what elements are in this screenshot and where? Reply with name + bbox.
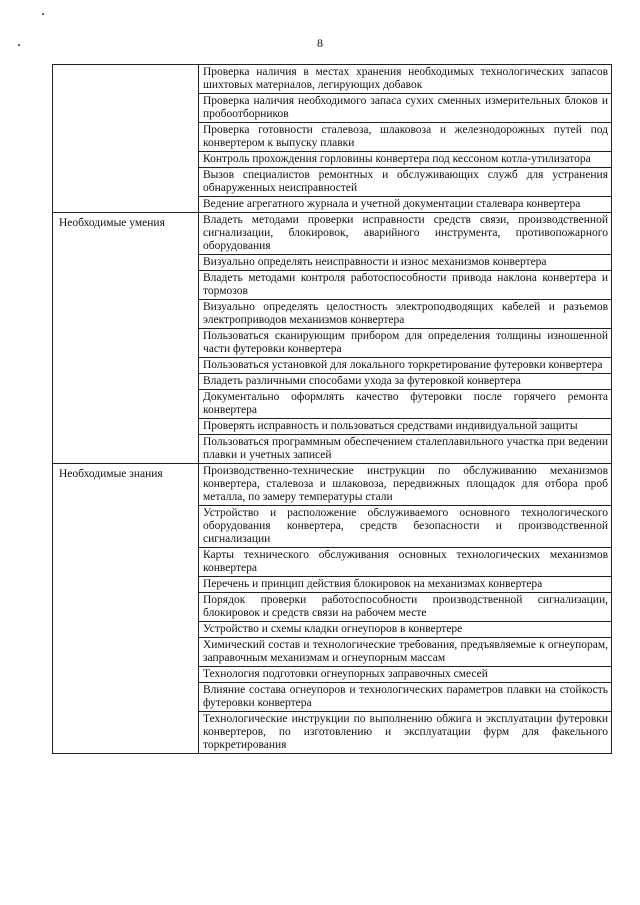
requirement-item: Химический состав и технологические требования, предъявляемые к огнеупорам, заправочным механизмам и огнеупорным массам [199,638,612,667]
page-number: 8 [317,36,323,50]
requirement-item: Технологические инструкции по выполнению обжига и эксплуатации футеровки конвертеров, по изготовлению и эксплуатации фурм для факельного торкретирования [199,712,612,754]
requirement-item: Вызов специалистов ремонтных и обслуживающих служб для устранения обнаруженных неисправностей [199,168,612,197]
requirement-item: Перечень и принцип действия блокировок на механизмах конвертера [199,577,612,593]
requirement-item: Владеть методами проверки исправности средств связи, производственной сигнализации, блокировок, аварийного инструмента, противопожарного оборудования [199,213,612,255]
requirement-item: Проверка готовности сталевоза, шлаковоза и железнодорожных путей под конвертером к выпуску плавки [199,123,612,152]
table-row [53,65,612,94]
requirement-item: Пользоваться сканирующим прибором для определения толщины изношенной части футеровки конвертера [199,329,612,358]
requirement-item: Владеть различными способами ухода за футеровкой конвертера [199,374,612,390]
competency-table [52,64,612,754]
requirement-item: Проверка наличия в местах хранения необходимых технологических запасов шихтовых материалов, легирующих добавок [199,65,612,94]
requirement-item: Порядок проверки работоспособности производственной сигнализации, блокировок и средств связи на рабочем месте [199,593,612,622]
requirement-item: Влияние состава огнеупоров и технологических параметров плавки на стойкость футеровки конвертера [199,683,612,712]
requirement-item: Проверять исправность и пользоваться средствами индивидуальной защиты [199,419,612,435]
requirement-item: Владеть методами контроля работоспособности привода наклона конвертера и тормозов [199,271,612,300]
requirement-item: Пользоваться программным обеспечением сталеплавильного участка при ведении плавки и учетных записей [199,435,612,464]
requirement-item: Контроль прохождения горловины конвертера под кессоном котла-утилизатора [199,152,612,168]
requirement-item: Ведение агрегатного журнала и учетной документации сталевара конвертера [199,197,612,213]
requirement-item: Устройство и расположение обслуживаемого основного технологического оборудования конвертера, средств безопасности и производственной сигнализации [199,506,612,548]
requirement-item: Производственно-технические инструкции по обслуживанию механизмов конвертера, сталевоза и шлаковоза, передвижных площадок для отбора проб металла, по замеру температуры стали [199,464,612,506]
requirement-item: Проверка наличия необходимого запаса сухих сменных измерительных блоков и пробоотборников [199,94,612,123]
section-heading: Необходимые умения [53,213,199,464]
requirement-item: Карты технического обслуживания основных технологических механизмов конвертера [199,548,612,577]
requirement-item: Устройство и схемы кладки огнеупоров в конвертере [199,622,612,638]
scan-speck [42,13,44,15]
section-heading [53,65,199,213]
table-row [53,464,612,506]
section-heading: Необходимые знания [53,464,199,754]
requirement-item: Пользоваться установкой для локального торкретирование футеровки конвертера [199,358,612,374]
requirement-item: Визуально определять целостность электроподводящих кабелей и разъемов электроприводов механизмов конвертера [199,300,612,329]
requirement-item: Визуально определять неисправности и износ механизмов конвертера [199,255,612,271]
requirement-item: Технология подготовки огнеупорных заправочных смесей [199,667,612,683]
requirement-item: Документально оформлять качество футеровки после горячего ремонта конвертера [199,390,612,419]
table-row [53,213,612,255]
